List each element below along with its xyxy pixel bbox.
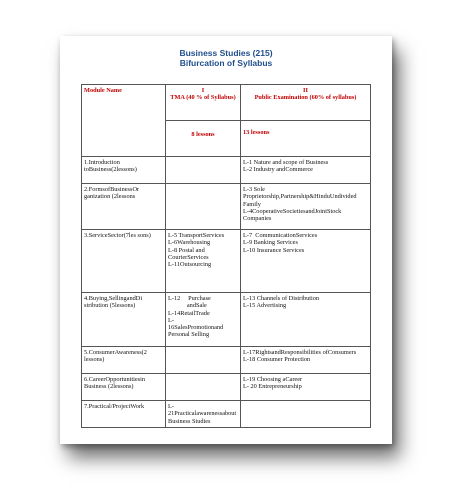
cell-tma (166, 374, 241, 401)
document-title: Business Studies (215) (179, 48, 273, 58)
document-subtitle: Bifurcation of Syllabus (179, 58, 273, 68)
table-row (82, 184, 371, 230)
cell-tma: L-12 Purchase andSale L-14RetailTrade L- 16SalesPromotionand Personal Selling (166, 293, 241, 347)
table-header-row (82, 85, 371, 121)
cell-module: 6.CareerOpportunitiesin Business (2lessons) (82, 374, 166, 401)
cell-module: 4.Buying,SellingandDi stribution (5lessons) (82, 293, 166, 347)
cell-exam: L-13 Channels of Distribution L-15 Advertising (241, 293, 371, 347)
public-exam-header: II Public Examination (60% of syllabus) (241, 85, 371, 121)
cell-module: 2.FormsofBusinessOr ganization (2lessons (82, 184, 166, 230)
cell-exam: L-7 CommunicationServices L-9 Banking Services L-10 Insurance Services (241, 230, 371, 293)
cell-module: 1.Introduction toBusiness(2lessons) (82, 157, 166, 184)
cell-exam: L-17RightsandResponsibilities ofConsumers L-18 Consumer Protection (241, 347, 371, 374)
table-row (82, 374, 371, 401)
cell-exam: L-1 Nature and scope of Business L-2 Industry andCommerce (241, 157, 371, 184)
table-row (82, 347, 371, 374)
cell-tma (166, 184, 241, 230)
cell-tma: L-21PracticalawarenessaboutBusiness Studies (166, 401, 241, 428)
table-row (82, 401, 371, 428)
syllabus-table (81, 84, 371, 428)
table-row (82, 157, 371, 184)
cell-module: 5.ConsumerAwareness(2 lessons) (82, 347, 166, 374)
cell-exam: L-3 Sole Proprietorship,Partnership&HinduUndivided Family L-4CooperativeSocietiesandJointStock Companies (241, 184, 371, 230)
cell-tma (166, 157, 241, 184)
cell-exam (241, 401, 371, 428)
exam-lesson-count: 13 lessons (241, 121, 371, 157)
table-row (82, 293, 371, 347)
module-name-header: Module Name (82, 85, 166, 157)
cell-exam: L-19 Choosing aCareer L- 20 Entrepreneurship (241, 374, 371, 401)
tma-lesson-count: 8 lessons (166, 121, 241, 157)
cell-module: 3.ServiceSector(7les sons) (82, 230, 166, 293)
document-page (60, 36, 392, 444)
cell-tma (166, 347, 241, 374)
tma-header: I TMA (40 % of Syllabus) (166, 85, 241, 121)
cell-tma: L-5 TransportServices L-6Warehousing L-8 Postal and CourierServices L-11Outsourcing (166, 230, 241, 293)
table-row (82, 230, 371, 293)
cell-module: 7.Practical/ProjectWork (82, 401, 166, 428)
